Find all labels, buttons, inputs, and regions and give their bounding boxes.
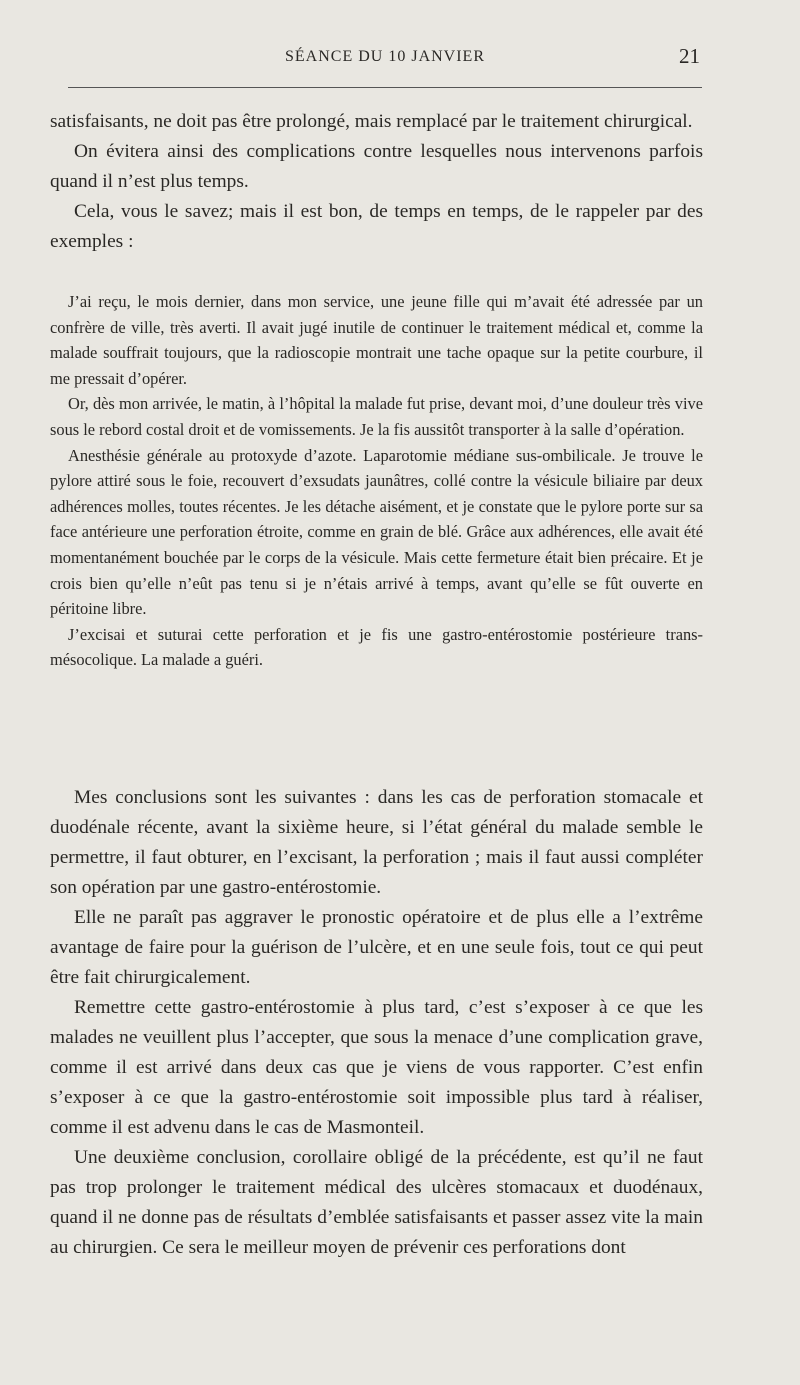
paragraph: Une deuxième conclusion, corollaire obligé de la précédente, est qu’il ne faut pas trop prolonger le traitement médical des ulcères stomacaux et duodénaux, quand il ne donne pas de résultats d’emblée satisfaisants et passer assez vite la main au chirurgien. Ce sera le meilleur moyen de prévenir ces perforations dont (50, 1147, 703, 1258)
paragraph: J’excisai et suturai cette perforation et je fis une gastro-entérostomie postérieure trans-mésocolique. La malade a guéri. (50, 624, 703, 670)
paragraph: Or, dès mon arrivée, le matin, à l’hôpital la malade fut prise, devant moi, d’une douleur très vive sous le rebord costal droit et de vomissements. Je la fis aussitôt transporter à la salle d’opération. (50, 394, 703, 439)
page-header (70, 44, 700, 74)
paragraph: On évitera ainsi des complications contre lesquelles nous intervenons parfois quand il n’est plus temps. (50, 141, 703, 192)
page-number: 21 (679, 44, 700, 68)
paragraph: Remettre cette gastro-entérostomie à plus tard, c’est s’exposer à ce que les malades ne veuillent plus l’accepter, que sous la menace d’une complication grave, comme il est arrivé dans deux cas que je viens de vous rapporter. C’est enfin s’exposer à ce que la gastro-entérostomie soit impossible plus tard à réaliser, comme il est advenu dans le cas de Masmonteil. (50, 997, 703, 1138)
paragraph: J’ai reçu, le mois dernier, dans mon service, une jeune fille qui m’avait été adressée par un confrère de ville, très averti. Il avait jugé inutile de continuer le traitement médical et, comme la malade souffrait toujours, que la radioscopie montrait une tache opaque sur la petite courbure, il me pressait d’opérer. (50, 292, 703, 388)
paragraph: Elle ne paraît pas aggraver le pronostic opératoire et de plus elle a l’extrême avantage de faire pour la guérison de l’ulcère, et en une seule fois, tout ce qui peut être fait chirurgicalement. (50, 907, 703, 988)
conclusions-block (50, 783, 703, 1263)
header-rule (68, 87, 702, 88)
case-report-block (50, 289, 703, 673)
paragraph: satisfaisants, ne doit pas être prolongé, mais remplacé par le traitement chirurgical. (50, 111, 693, 132)
paragraph: Cela, vous le savez; mais il est bon, de temps en temps, de le rappeler par des exemples : (50, 201, 703, 252)
running-title: SÉANCE DU 10 JANVIER (285, 48, 485, 65)
intro-text-block (50, 107, 703, 257)
paragraph: Anesthésie générale au protoxyde d’azote. Laparotomie médiane sus-ombilicale. Je trouve le pylore attiré sous le foie, recouvert d’exsudats jaunâtres, collé contre la vésicule biliaire par deux adhérences molles, toutes récentes. Je les détache aisément, et je constate que le pylore porte sur sa face antérieure une perforation étroite, comme en grain de blé. Grâce aux adhérences, elle avait été momentanément bouchée par le corps de la vésicule. Mais cette fermeture était bien précaire. Et je crois bien qu’elle n’eût pas tenu si je n’étais arrivé à temps, avant qu’elle se fût ouverte en péritoine libre. (50, 445, 703, 619)
paragraph: Mes conclusions sont les suivantes : dans les cas de perforation stomacale et duodénale récente, avant la sixième heure, si l’état général du malade semble le permettre, il faut obturer, en l’excisant, la perforation ; mais il faut aussi compléter son opération par une gastro-entérostomie. (50, 787, 703, 898)
